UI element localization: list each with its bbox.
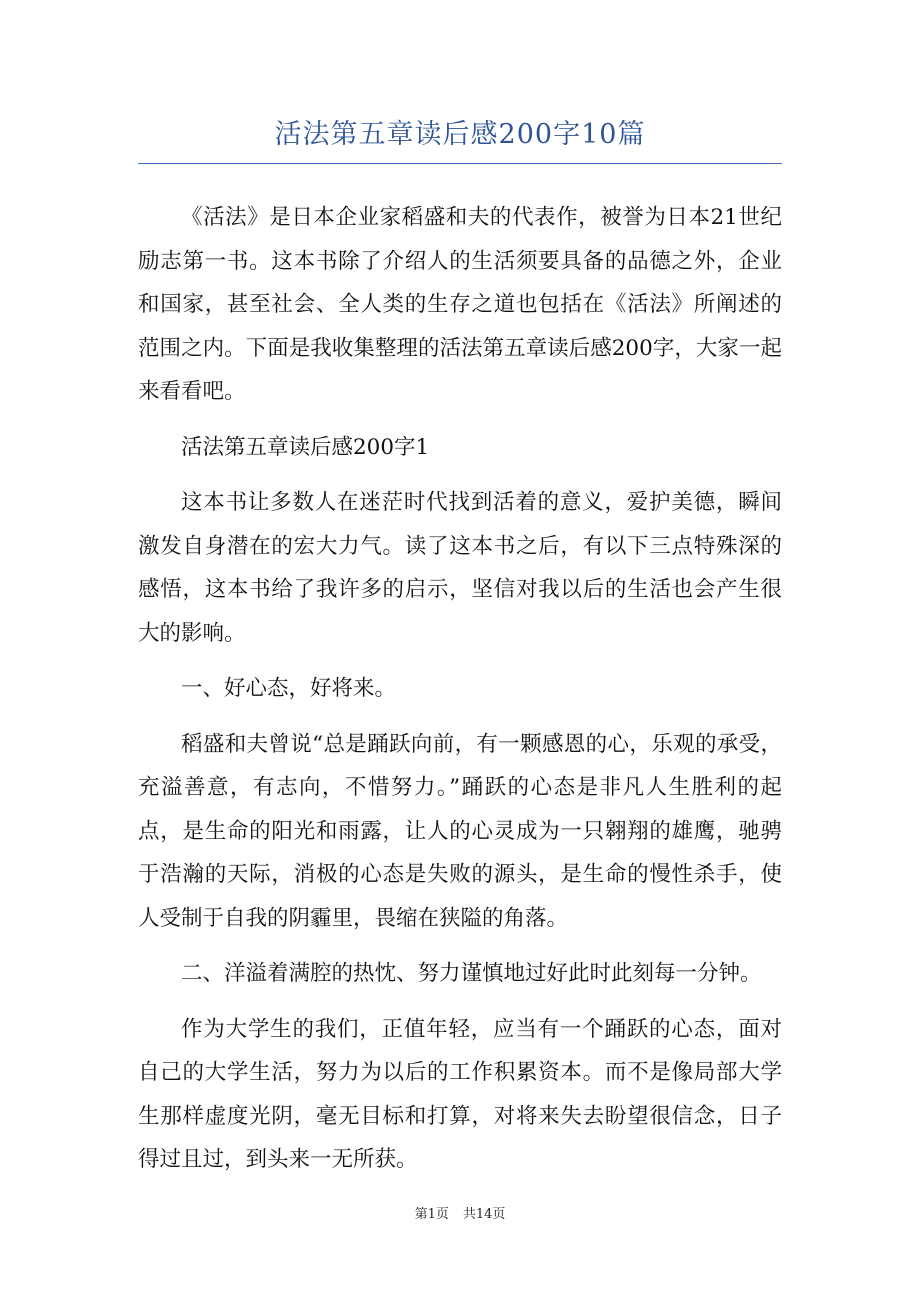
- body-paragraph: 稻盛和夫曾说“总是踊跃向前，有一颗感恩的心，乐观的承受，充溢善意，有志向，不惜努力。”踊跃的心态是非凡人生胜利的起点，是生命的阳光和雨露，让人的心灵成为一只翱翔的雄鹰，驰骋于浩瀚的天际，消极的心态是失败的源头，是生命的慢性杀手，使人受制于自我的阴霾里，畏缩在狭隘的角落。: [138, 731, 782, 931]
- section-heading: 活法第五章读后感200字1: [181, 434, 430, 460]
- body-paragraph: 这本书让多数人在迷茫时代找到活着的意义，爱护美德，瞬间激发自身潜在的宏大力气。读了这本书之后，有以下三点特殊深的感悟，这本书给了我许多的启示，坚信对我以后的生活也会产生很大的影响。: [138, 490, 782, 646]
- page-footer: [0, 1205, 920, 1225]
- total-pages: 共14页: [462, 1207, 506, 1222]
- document-title: 活法第五章读后感200字10篇: [274, 119, 646, 150]
- intro-paragraph: 《活法》是日本企业家稻盛和夫的代表作，被誉为日本21世纪励志第一书。这本书除了介绍人的生活须要具备的品德之外，企业和国家，甚至社会、全人类的生存之道也包括在《活法》所阐述的范围之内。下面是我收集整理的活法第五章读后感200字，大家一起来看看吧。: [138, 205, 782, 404]
- title-underline: [138, 163, 782, 164]
- body-paragraph: 作为大学生的我们，正值年轻，应当有一个踊跃的心态，面对自己的大学生活，努力为以后的工作积累资本。而不是像局部大学生那样虚度光阴，毫无目标和打算，对将来失去盼望很信念，日子得过且过，到头来一无所获。: [138, 1016, 782, 1172]
- page-number: 第1页: [414, 1207, 449, 1222]
- point-heading: 二、洋溢着满腔的热忱、努力谨慎地过好此时此刻每一分钟。: [181, 961, 762, 986]
- document-body: [138, 196, 782, 1194]
- point-heading: 一、好心态，好将来。: [181, 676, 397, 701]
